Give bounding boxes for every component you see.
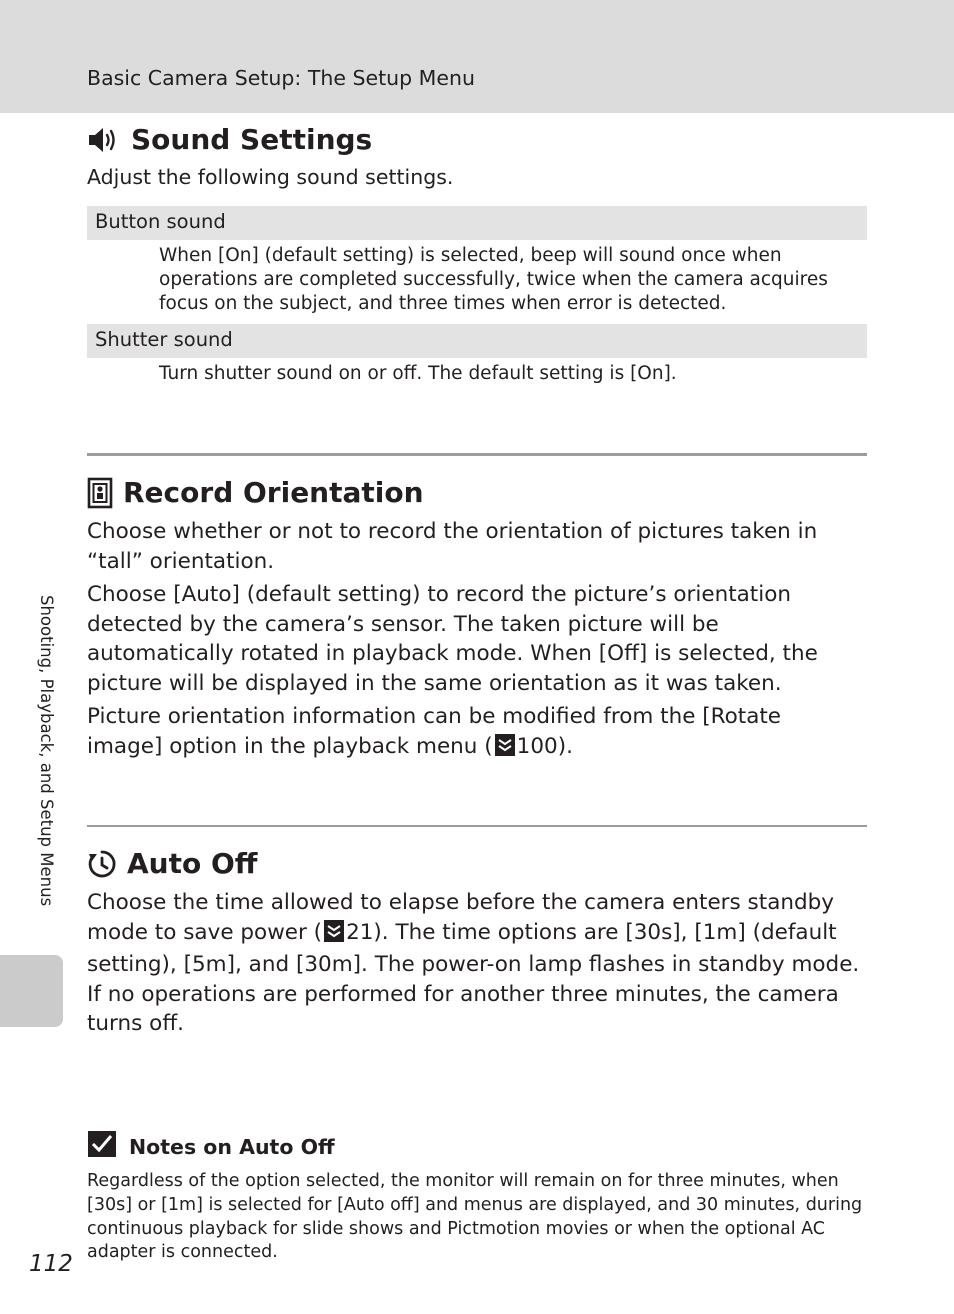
sound-settings-intro: Adjust the following sound settings.: [87, 165, 454, 189]
header-title: Basic Camera Setup: The Setup Menu: [87, 66, 475, 90]
sidebar-label: Shooting, Playback, and Setup Menus: [37, 595, 56, 907]
page-reference-icon: [324, 920, 344, 951]
auto-off-paragraph-text: Choose the time allowed to elapse before the camera enters standby mode to save power (: [87, 890, 835, 945]
auto-off-paragraph-end: ). The time options are [30s], [1m] (default setting), [5m], and [30m]. The power-on lamp flashes in standby mode. If no operations are performed for another three minutes, the camera turns off.: [87, 919, 860, 1036]
section-divider: [87, 453, 867, 456]
auto-off-timer-icon: [87, 849, 117, 879]
record-orientation-heading: [87, 476, 424, 509]
shutter-sound-description: Turn shutter sound on or off. The default setting is [On].: [159, 363, 677, 384]
sound-settings-heading: [87, 123, 372, 156]
auto-off-title: Auto Off: [127, 847, 258, 880]
notes-heading: [87, 1130, 335, 1163]
note-check-icon: [87, 1130, 117, 1163]
notes-title: Notes on Auto Off: [129, 1134, 335, 1159]
shutter-sound-label: Shutter sound: [95, 328, 233, 351]
notes-body: Regardless of the option selected, the monitor will remain on for three minutes, when [30s] or [1m] is selected for [Auto off] and menus are displayed, and 30 minutes, during continuous playback for slide shows and Pictmotion movies or when the optional AC adapter is connected.: [87, 1171, 863, 1263]
button-sound-description: When [On] (default setting) is selected, beep will sound once when operations are completed successfully, twice when the camera acquires focus on the subject, and three times when error is detected.: [159, 245, 828, 314]
auto-off-paragraph: [87, 888, 862, 1039]
shutter-sound-row: [87, 324, 867, 358]
record-orientation-page-ref: 100: [516, 733, 558, 759]
sidebar-tab: [0, 955, 63, 1027]
record-orientation-paragraph-3: [87, 702, 862, 764]
speaker-icon: [87, 126, 119, 154]
page-number: 112: [29, 1251, 73, 1277]
page-reference-icon: [495, 734, 515, 765]
section-divider: [87, 825, 867, 827]
auto-off-heading: [87, 847, 257, 880]
button-sound-row: [87, 206, 867, 240]
record-orientation-paragraph-3-end: ).: [557, 733, 573, 759]
record-orientation-title: Record Orientation: [123, 476, 424, 509]
button-sound-label: Button sound: [95, 210, 226, 233]
record-orientation-icon: [87, 477, 113, 509]
record-orientation-paragraph-3-text: Picture orientation information can be modified from the [Rotate image] option in the playback menu (: [87, 704, 782, 759]
sound-settings-title: Sound Settings: [131, 123, 373, 156]
header-band: [0, 0, 954, 113]
auto-off-page-ref: 21: [346, 919, 374, 945]
record-orientation-paragraph-1: Choose whether or not to record the orientation of pictures taken in “tall” orientation.: [87, 519, 818, 574]
record-orientation-paragraph-2: Choose [Auto] (default setting) to record the picture’s orientation detected by the camera’s sensor. The taken picture will be automatically rotated in playback mode. When [Off] is selected, the picture will be displayed in the same orientation as it was taken.: [87, 582, 818, 696]
